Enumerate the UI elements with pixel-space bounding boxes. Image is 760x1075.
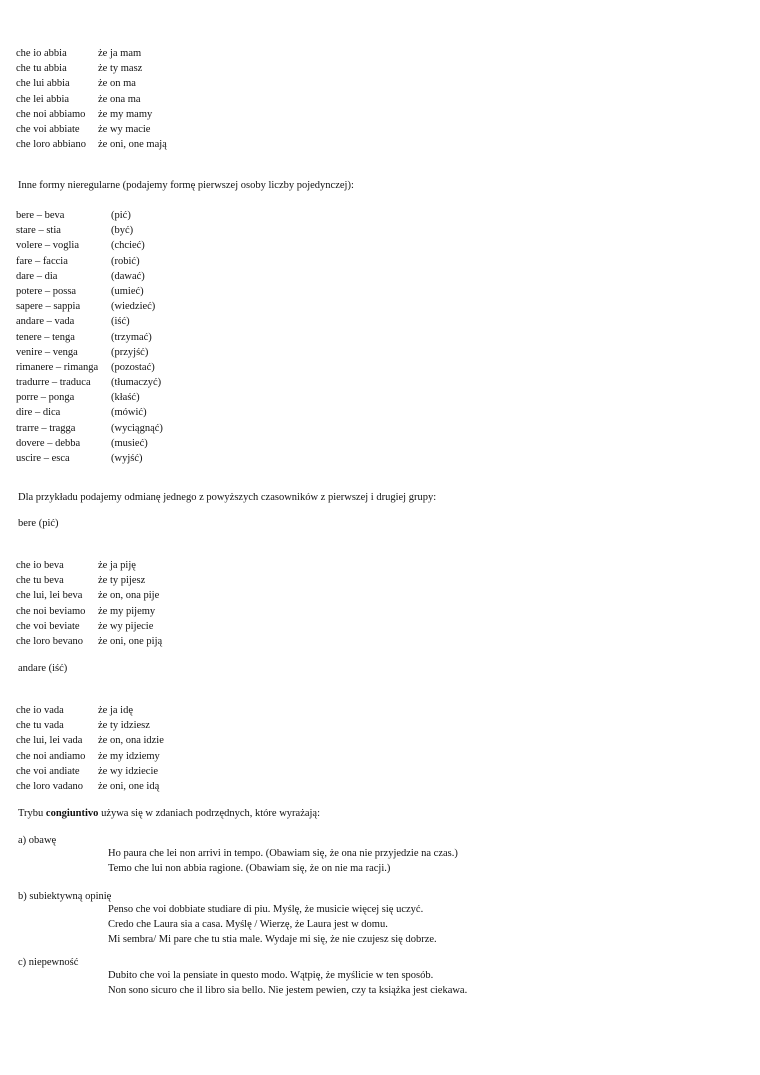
list-item [16,330,163,345]
category-label-opinion: b) subiektywną opinię [18,891,112,902]
polish-meaning: (umieć) [111,285,144,297]
polish-translation: że ja idę [98,705,133,716]
list-item [16,269,163,284]
verb-pair: volere – voglia [16,240,79,252]
list-item [16,299,163,314]
verb-pair: dire – dica [16,407,61,419]
polish-meaning: (wiedzieć) [111,301,156,313]
italian-form: che lui, lei vada [16,735,83,747]
italian-form: che lui, lei beva [16,590,83,602]
table-row [16,46,167,61]
polish-meaning: (kłaść) [111,392,140,404]
table-row [16,604,162,619]
italian-form: che tu beva [16,575,64,587]
polish-translation: że ona ma [98,93,141,105]
polish-translation: że ty masz [98,63,143,75]
polish-translation: że on, ona idzie [98,735,164,747]
italian-form: che voi beviate [16,620,80,632]
polish-meaning: (przyjść) [111,346,149,358]
category-examples-fear [108,846,458,876]
verb-pair: tenere – tenga [16,331,75,343]
polish-meaning: (musieć) [111,437,148,449]
irregular-forms-intro: Inne formy nieregularne (podajemy formę pierwszej osoby liczby pojedynczej): [18,180,354,191]
verb-pair: rimanere – rimanga [16,361,99,373]
example-sentence: Non sono sicuro che il libro sia bello. Nie jestem pewien, czy ta książka jest ciekawa. [108,985,468,997]
verb-pair: dovere – debba [16,437,81,449]
polish-translation: że ty idziesz [98,720,150,732]
example-sentence: Credo che Laura sia a casa. Myślę / Wierzę, że Laura jest w domu. [108,919,388,931]
category-examples-opinion [108,902,437,948]
table-row [16,733,164,748]
table-row [16,61,167,76]
polish-translation: że my idziemy [98,750,160,762]
usage-intro: Trybu congiuntivo używa się w zdaniach podrzędnych, które wyrażają: [18,808,321,819]
table-row [16,76,167,91]
table-row [16,122,167,137]
verb-pair: stare – stia [16,225,61,237]
polish-meaning: (mówić) [111,407,147,419]
verb-pair: bere – beva [16,210,65,221]
verb-pair: uscire – esca [16,453,70,464]
list-item [16,238,163,253]
polish-meaning: (wyjść) [111,453,143,464]
verb-pair: sapere – sappia [16,301,81,313]
verb-pair: porre – ponga [16,392,75,404]
italian-form: che io vada [16,705,64,716]
polish-meaning: (być) [111,225,134,237]
polish-translation: że oni, one idą [98,780,160,792]
avere-conjugation-table [16,46,167,152]
table-row [16,92,167,107]
list-item [16,314,163,329]
italian-form: che tu abbia [16,63,67,75]
polish-translation: że my mamy [98,108,153,120]
italian-form: che lei abbia [16,93,70,105]
table-row [16,137,167,152]
italian-form: che loro abbiano [16,139,86,151]
polish-meaning: (trzymać) [111,331,152,343]
category-label-fear: a) obawę [18,835,57,846]
example-sentence: Ho paura che lei non arrivi in tempo. (Obawiam się, że ona nie przyjedzie na czas.) [108,848,458,859]
italian-form: che noi abbiamo [16,108,86,120]
list-item [16,223,163,238]
example-sentence: Dubito che voi la pensiate in questo modo. Wątpię, że myślicie w ten sposób. [108,970,434,981]
italian-form: che voi abbiate [16,123,80,135]
table-row [16,718,164,733]
table-row [16,779,164,794]
polish-translation: że wy idziecie [98,765,159,777]
polish-translation: że ja mam [98,48,142,59]
list-item [16,451,163,466]
term-congiuntivo: congiuntivo [45,808,99,819]
polish-translation: że oni, one piją [98,635,163,647]
verb-pair: venire – venga [16,346,78,358]
andare-conjugation-table [16,703,164,794]
category-label-uncertainty: c) niepewność [18,957,79,968]
table-row [16,573,162,588]
polish-meaning: (chcieć) [111,240,145,252]
italian-form: che tu vada [16,720,64,732]
table-row [16,558,162,573]
verb-pair: dare – dia [16,270,58,282]
bere-conjugation-table [16,558,162,649]
list-item [16,421,163,436]
table-row [16,619,162,634]
italian-form: che voi andiate [16,765,80,777]
list-item [16,390,163,405]
list-item [16,375,163,390]
verb-pair: potere – possa [16,285,77,297]
italian-form: che loro vadano [16,780,84,792]
polish-meaning: (pozostać) [111,361,155,373]
table-row [16,634,162,649]
italian-form: che io abbia [16,48,67,59]
polish-translation: że on, ona pije [98,590,160,602]
example-sentence: Penso che voi dobbiate studiare di piu. Myślę, że musicie więcej się uczyć. [108,904,424,915]
italian-form: che lui abbia [16,78,70,90]
list-item [16,254,163,269]
polish-translation: że on ma [98,78,136,90]
table-row [16,107,167,122]
verb-pair: andare – vada [16,316,75,328]
polish-meaning: (iść) [111,316,130,328]
italian-form: che noi beviamo [16,605,86,617]
table-row [16,764,164,779]
polish-meaning: (dawać) [111,270,145,282]
example-sentence: Mi sembra/ Mi pare che tu stia male. Wydaje mi się, że nie czujesz się dobrze. [108,934,437,946]
polish-meaning: (tłumaczyć) [111,377,162,389]
verb-pair: tradurre – traduca [16,377,91,389]
polish-translation: że my pijemy [98,605,156,617]
italian-form: che loro bevano [16,635,84,647]
polish-translation: że oni, one mają [98,139,167,151]
table-row [16,749,164,764]
bere-heading: bere (pić) [18,518,59,529]
polish-translation: że wy macie [98,123,151,135]
list-item [16,284,163,299]
polish-meaning: (wyciągnąć) [111,422,163,434]
list-item [16,360,163,375]
irregular-forms-list [16,208,163,466]
italian-form: che io beva [16,560,64,571]
polish-translation: że wy pijecie [98,620,154,632]
category-examples-uncertainty [108,968,467,998]
table-row [16,588,162,603]
example-sentence: Temo che lui non abbia ragione. (Obawiam się, że on nie ma racji.) [108,863,391,875]
polish-translation: że ty pijesz [98,575,146,587]
verb-pair: trarre – tragga [16,422,76,434]
list-item [16,436,163,451]
verb-pair: fare – faccia [16,255,68,267]
andare-heading: andare (iść) [18,663,68,674]
list-item [16,208,163,223]
example-intro: Dla przykładu podajemy odmianę jednego z powyższych czasowników z pierwszej i drugiej grupy: [18,492,437,503]
list-item [16,405,163,420]
italian-form: che noi andiamo [16,750,86,762]
polish-translation: że ja piję [98,560,136,571]
table-row [16,703,164,718]
polish-meaning: (pić) [111,210,131,221]
list-item [16,345,163,360]
polish-meaning: (robić) [111,255,140,267]
